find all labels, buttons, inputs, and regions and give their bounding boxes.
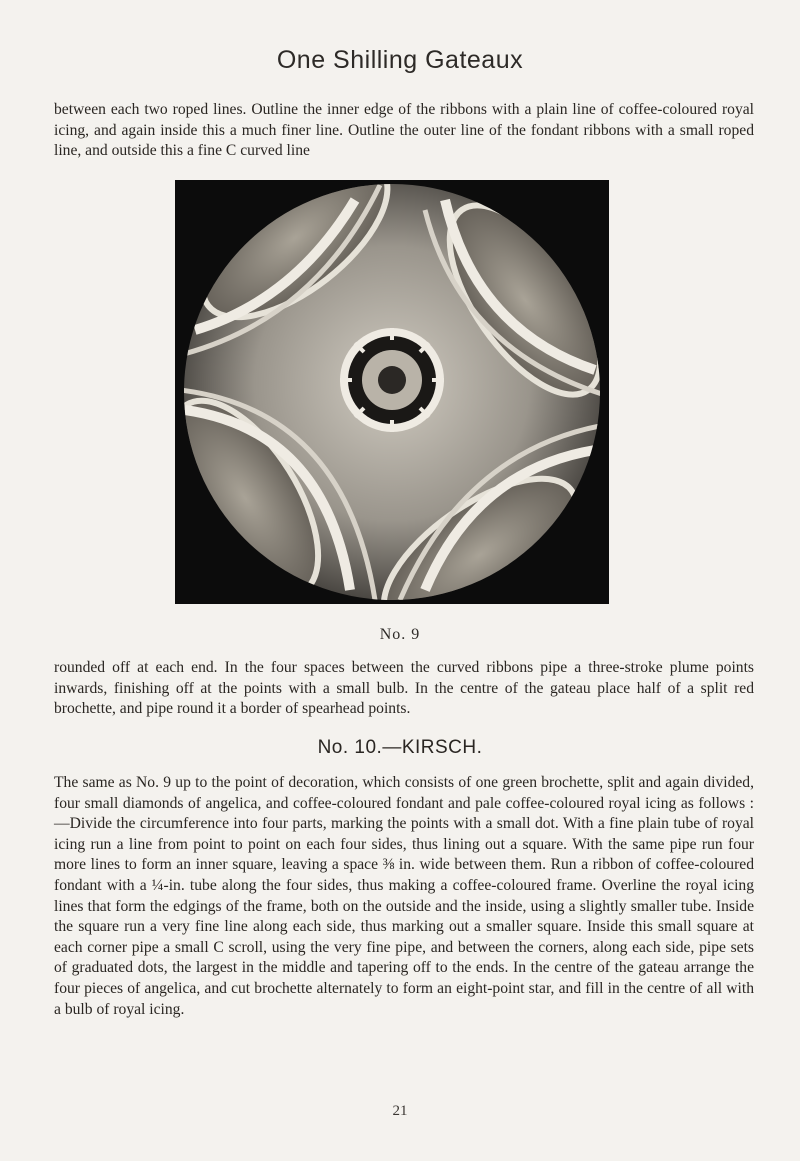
- gateau-illustration: [175, 180, 609, 604]
- page-number: 21: [392, 1103, 408, 1119]
- paragraph-continued: between each two roped lines. Outline the inner edge of the ribbons with a plain line of coffee-coloured royal icing, and again inside this a much finer line. Outline the outer line of the fondant ribbons with a small roped line, and outside this a fine C curved line: [54, 101, 754, 160]
- figure-caption: No. 9: [379, 626, 421, 643]
- gateau-photograph: [175, 180, 609, 604]
- section-heading: No. 10.—KIRSCH.: [317, 737, 483, 758]
- paragraph-instructions: rounded off at each end. In the four spaces between the curved ribbons pipe a three-stroke plume points inwards, finishing off at the points with a small bulb. In the centre of the gateau place half of a split red brochette, and pipe round it a border of spearhead points.: [54, 659, 754, 718]
- running-head: One Shilling Gateaux: [276, 46, 524, 74]
- paragraph-recipe: The same as No. 9 up to the point of decoration, which consists of one green brochette, split and again divided, four small diamonds of angelica, and coffee-coloured fondant and pale coffee-coloured royal icing as follows :—Divide the circumference into four parts, marking the points with a small dot. With a fine plain tube of royal icing run a line from point to point on each four sides, thus lining out a square. With the same pipe run four more lines to form an inner square, leaving a space ⅜ in. wide between them. Run a ribbon of coffee-coloured fondant with a ¼-in. tube along the four sides, thus making a coffee-coloured frame. Overline the royal icing lines that form the edgings of the frame, both on the outside and the inside, using a slightly smaller tube. Inside the square run a very fine line along each side, thus marking out a smaller square. Inside this small square at each corner pipe a small C scroll, using the very fine pipe, and between the corners, along each side, pipe sets of graduated dots, the largest in the middle and tapering off to the ends. In the centre of the gateau arrange the four pieces of angelica, and cut brochette alternately to form an eight-point star, and fill in the centre of all with a bulb of royal icing.: [54, 774, 754, 1018]
